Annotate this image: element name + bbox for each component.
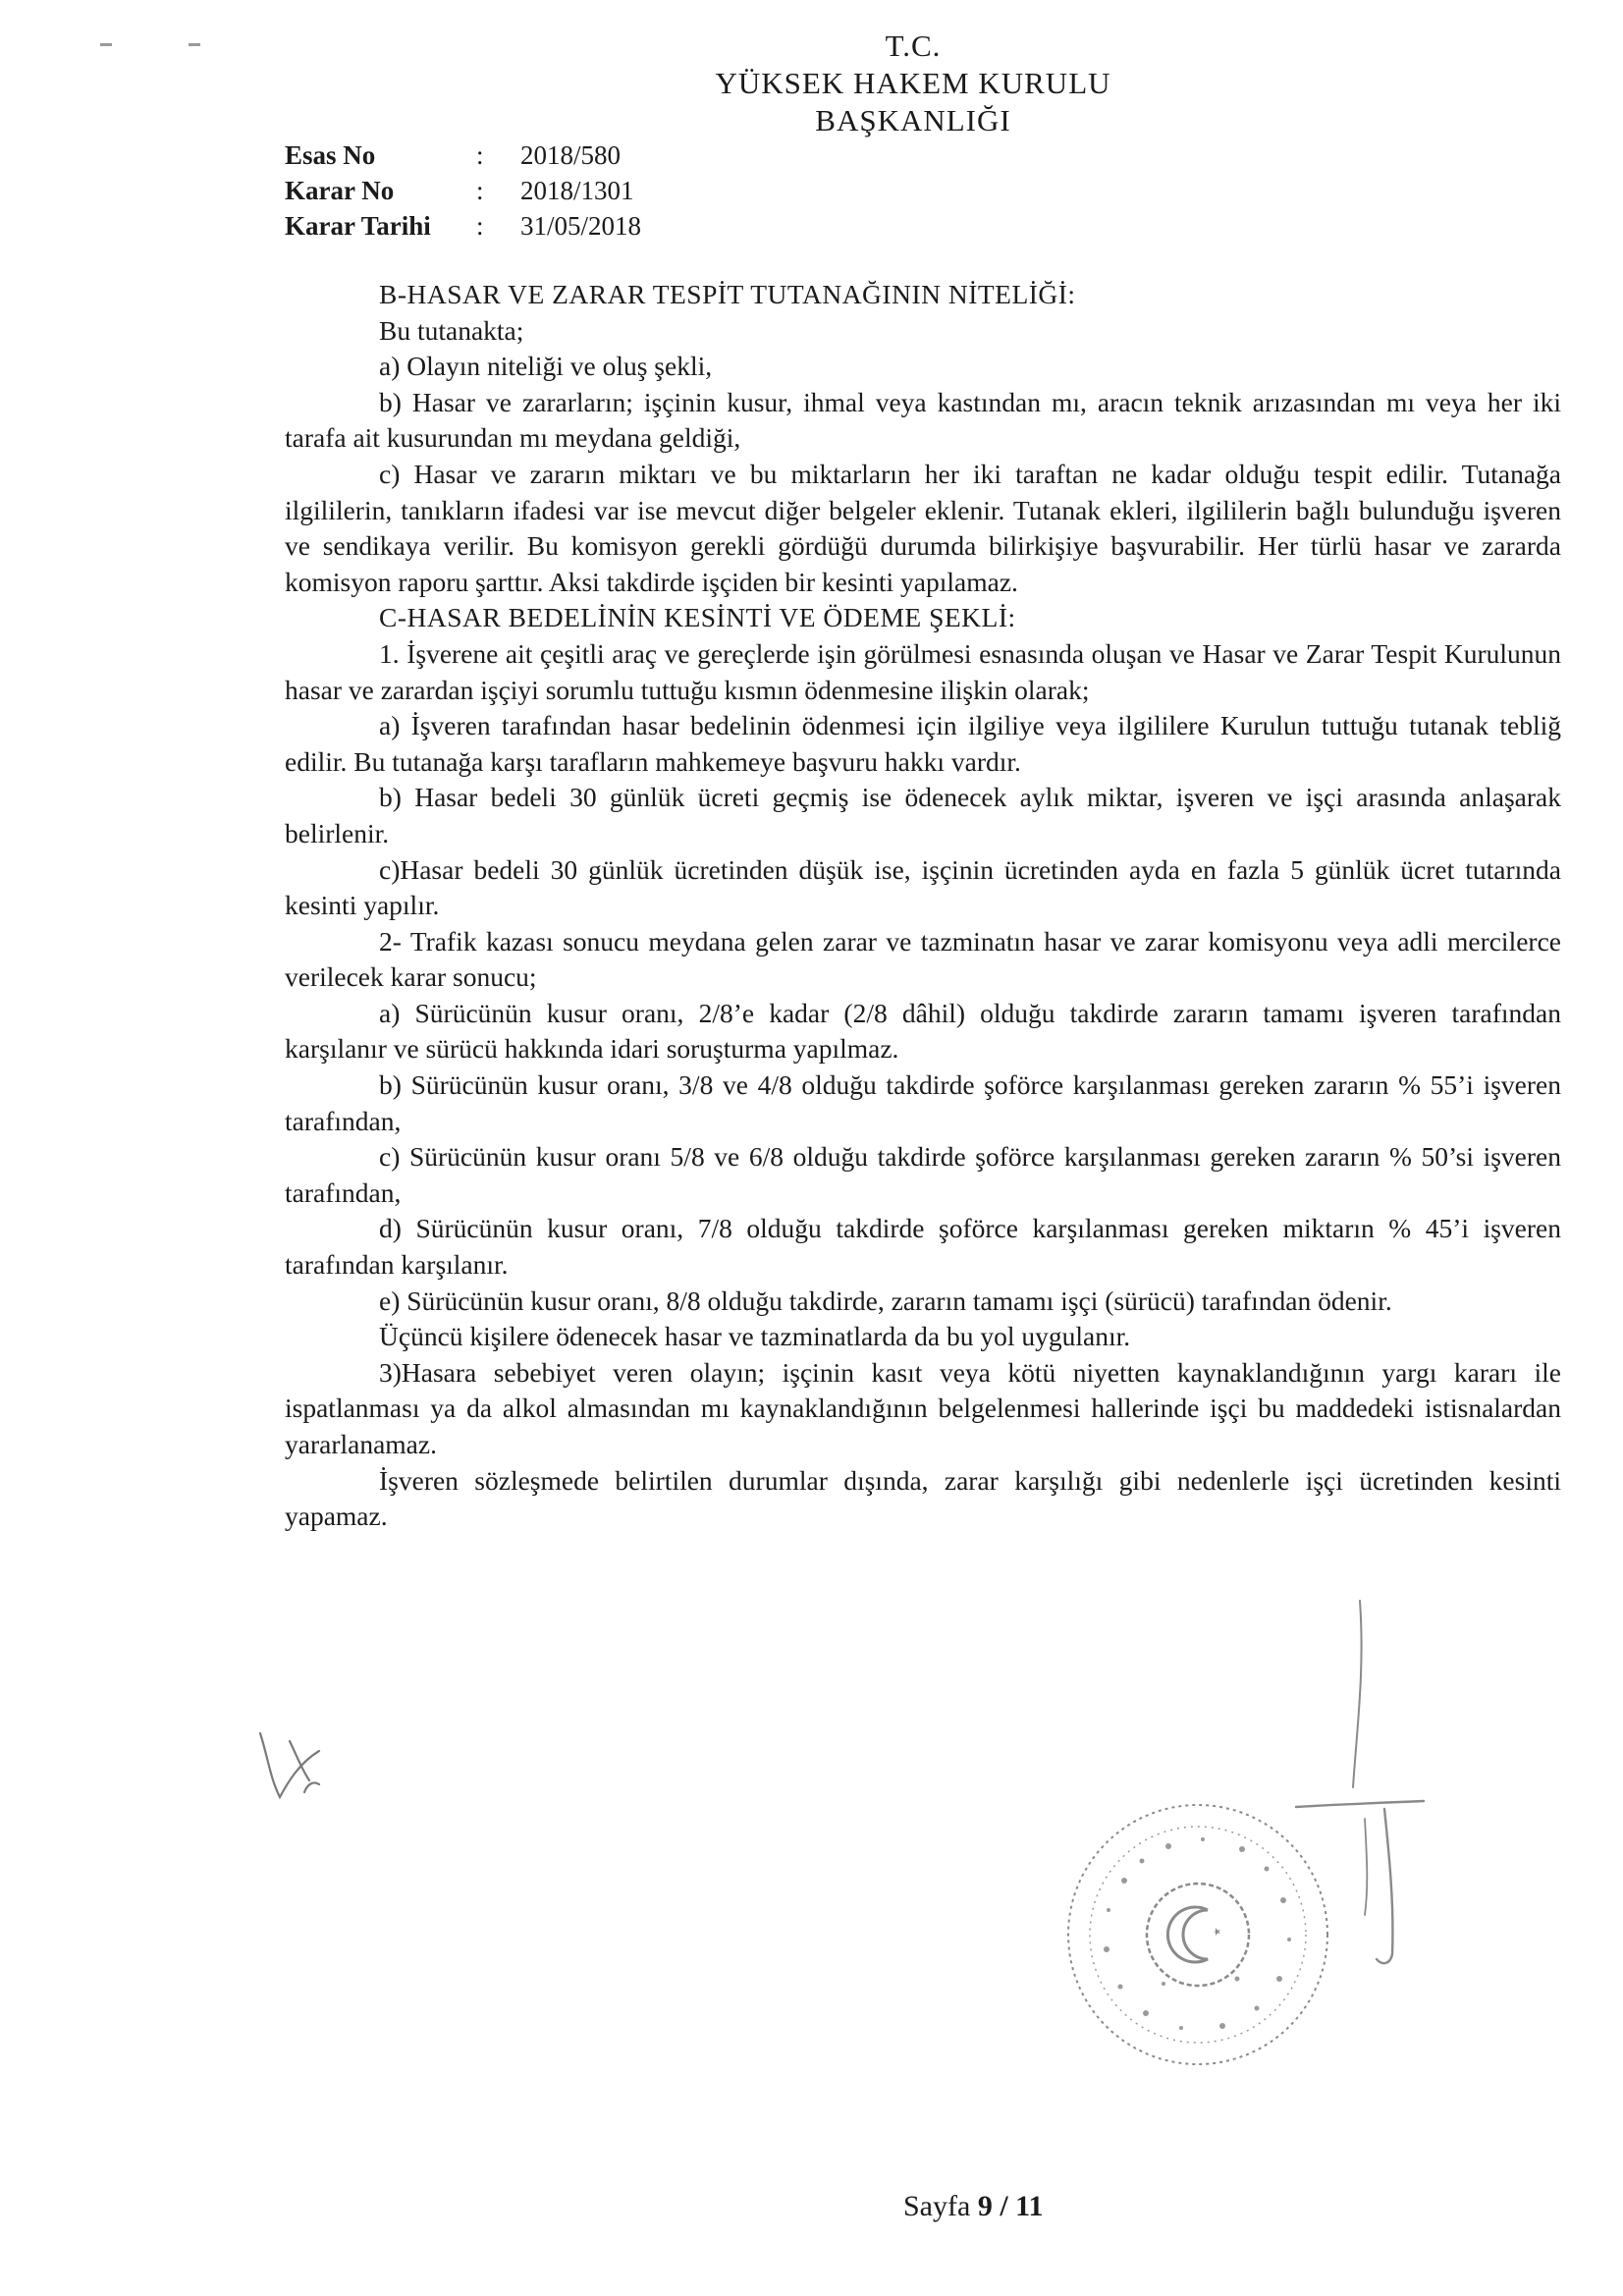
meta-row-esas xyxy=(285,137,641,173)
meta-key: Karar Tarihi xyxy=(285,211,431,241)
paragraph-c-1: 1. İşverene ait çeşitli araç ve gereçlerde işin görülmesi esnasında oluşan ve Hasar ve Zarar Tespit Kurulunun hasar ve zarardan işçiyi sorumlu tuttuğu kısmın ödenmesine ilişkin olarak; xyxy=(285,637,1561,705)
header-line-2: YÜKSEK HAKEM KURULU xyxy=(715,66,1111,100)
paragraph-c-2e: e) Sürücünün kusur oranı, 8/8 olduğu takdirde, zararın tamamı işçi (sürücü) tarafından ödenir. xyxy=(379,1285,1392,1316)
section-b-title: B-HASAR VE ZARAR TESPİT TUTANAĞININ NİTELİĞİ: xyxy=(379,279,1076,309)
case-metadata xyxy=(285,137,641,244)
meta-value: 2018/580 xyxy=(520,140,622,170)
scan-mark-1 xyxy=(100,43,112,46)
paragraph-c-3: 3)Hasara sebebiyet veren olayın; işçinin kasıt veya kötü niyetten kaynaklandığının yargı kararı ile ispatlanması ya da alkol almasından mı kaynaklandığının belgelenmesi hallerinde işçi bu maddedeki istisnalardan yararlanamaz. xyxy=(285,1356,1561,1459)
paragraph-c-2a: a) Sürücünün kusur oranı, 2/8’e kadar (2/8 dâhil) olduğu takdirde zararın tamamı işveren tarafından karşılanır ve sürücü hakkında idari soruşturma yapılmaz. xyxy=(285,997,1561,1065)
paragraph-b-b: b) Hasar ve zararların; işçinin kusur, ihmal veya kastından mı, aracın teknik arızasından mı veya her iki tarafa ait kusurundan mı meydana geldiği, xyxy=(285,386,1561,454)
paragraph-c-1b: b) Hasar bedeli 30 günlük ücreti geçmiş ise ödenecek aylık miktar, işveren ve işçi arasında anlaşarak belirlenir. xyxy=(285,782,1561,848)
meta-separator: : xyxy=(476,176,484,205)
header-line-3: BAŞKANLIĞI xyxy=(815,103,1011,137)
meta-separator: : xyxy=(476,211,484,241)
meta-row-karar xyxy=(285,173,641,208)
document-body xyxy=(285,277,1561,1535)
section-c-title: C-HASAR BEDELİNİN KESİNTİ VE ÖDEME ŞEKLİ: xyxy=(379,602,1016,633)
meta-value: 2018/1301 xyxy=(520,176,634,205)
paragraph-b-a: a) Olayın niteliği ve oluş şekli, xyxy=(379,351,713,382)
header-line-1: T.C. xyxy=(885,28,942,63)
paragraph-c-2b: b) Sürücünün kusur oranı, 3/8 ve 4/8 olduğu takdirde şoförce karşılanması gereken zararın % 55’i işveren tarafından, xyxy=(285,1069,1561,1136)
paragraph-c-third-parties: Üçüncü kişilere ödenecek hasar ve tazminatlarda da bu yol uygulanır. xyxy=(379,1321,1131,1352)
page-number xyxy=(903,2190,1044,2223)
paragraph-c-1c: c)Hasar bedeli 30 günlük ücretinden düşük ise, işçinin ücretinden ayda en fazla 5 günlük ücret tutarında kesinti yapılır. xyxy=(285,853,1561,921)
initials-signature xyxy=(250,1723,339,1812)
document-header xyxy=(609,27,1217,139)
paragraph-c-1a: a) İşveren tarafından hasar bedelinin ödenmesi için ilgiliye veya ilgililere Kurulun tuttuğu tutanak tebliğ edilir. Bu tutanağa karşı tarafların mahkemeye başvuru hakkı vardır. xyxy=(285,710,1561,777)
meta-row-tarih xyxy=(285,208,641,244)
paragraph-b-intro: Bu tutanakta; xyxy=(379,314,524,346)
meta-key: Esas No xyxy=(285,140,376,170)
page-value: 9 / 11 xyxy=(977,2190,1044,2222)
page-label: Sayfa xyxy=(903,2190,971,2222)
paragraph-c-last: İşveren sözleşmede belirtilen durumlar dışında, zarar karşılığı gibi nedenlerle işçi ücretinden kesinti yapamaz. xyxy=(285,1464,1561,1532)
meta-separator: : xyxy=(476,140,484,170)
scan-mark-2 xyxy=(189,43,200,46)
official-seal-stamp xyxy=(1055,1792,1340,2077)
paragraph-c-2c: c) Sürücünün kusur oranı 5/8 ve 6/8 olduğu takdirde şoförce karşılanması gereken zararın % 50’si işveren tarafından, xyxy=(285,1141,1561,1208)
meta-value: 31/05/2018 xyxy=(520,211,642,241)
paragraph-b-c: c) Hasar ve zararın miktarı ve bu miktarların her iki taraftan ne kadar olduğu tespit edilir. Tutanağa ilgililerin, tanıkların ifadesi var ise mevcut diğer belgeler eklenir. Tutanak ekleri, ilgililerin bağlı bulunduğu işveren ve sendikaya verilir. Bu komisyon gerekli gördüğü durumda bilirkişiye başvurabilir. Her türlü hasar ve zararda komisyon raporu şarttır. Aksi takdirde işçiden bir kesinti yapılamaz. xyxy=(285,458,1561,597)
meta-key: Karar No xyxy=(285,176,395,205)
paragraph-c-2d: d) Sürücünün kusur oranı, 7/8 olduğu takdirde şoförce karşılanması gereken miktarın % 45’i işveren tarafından karşılanır. xyxy=(285,1213,1561,1281)
paragraph-c-2: 2- Trafik kazası sonucu meydana gelen zarar ve tazminatın hasar ve zarar komisyonu veya adli mercilerce verilecek karar sonucu; xyxy=(285,925,1561,993)
